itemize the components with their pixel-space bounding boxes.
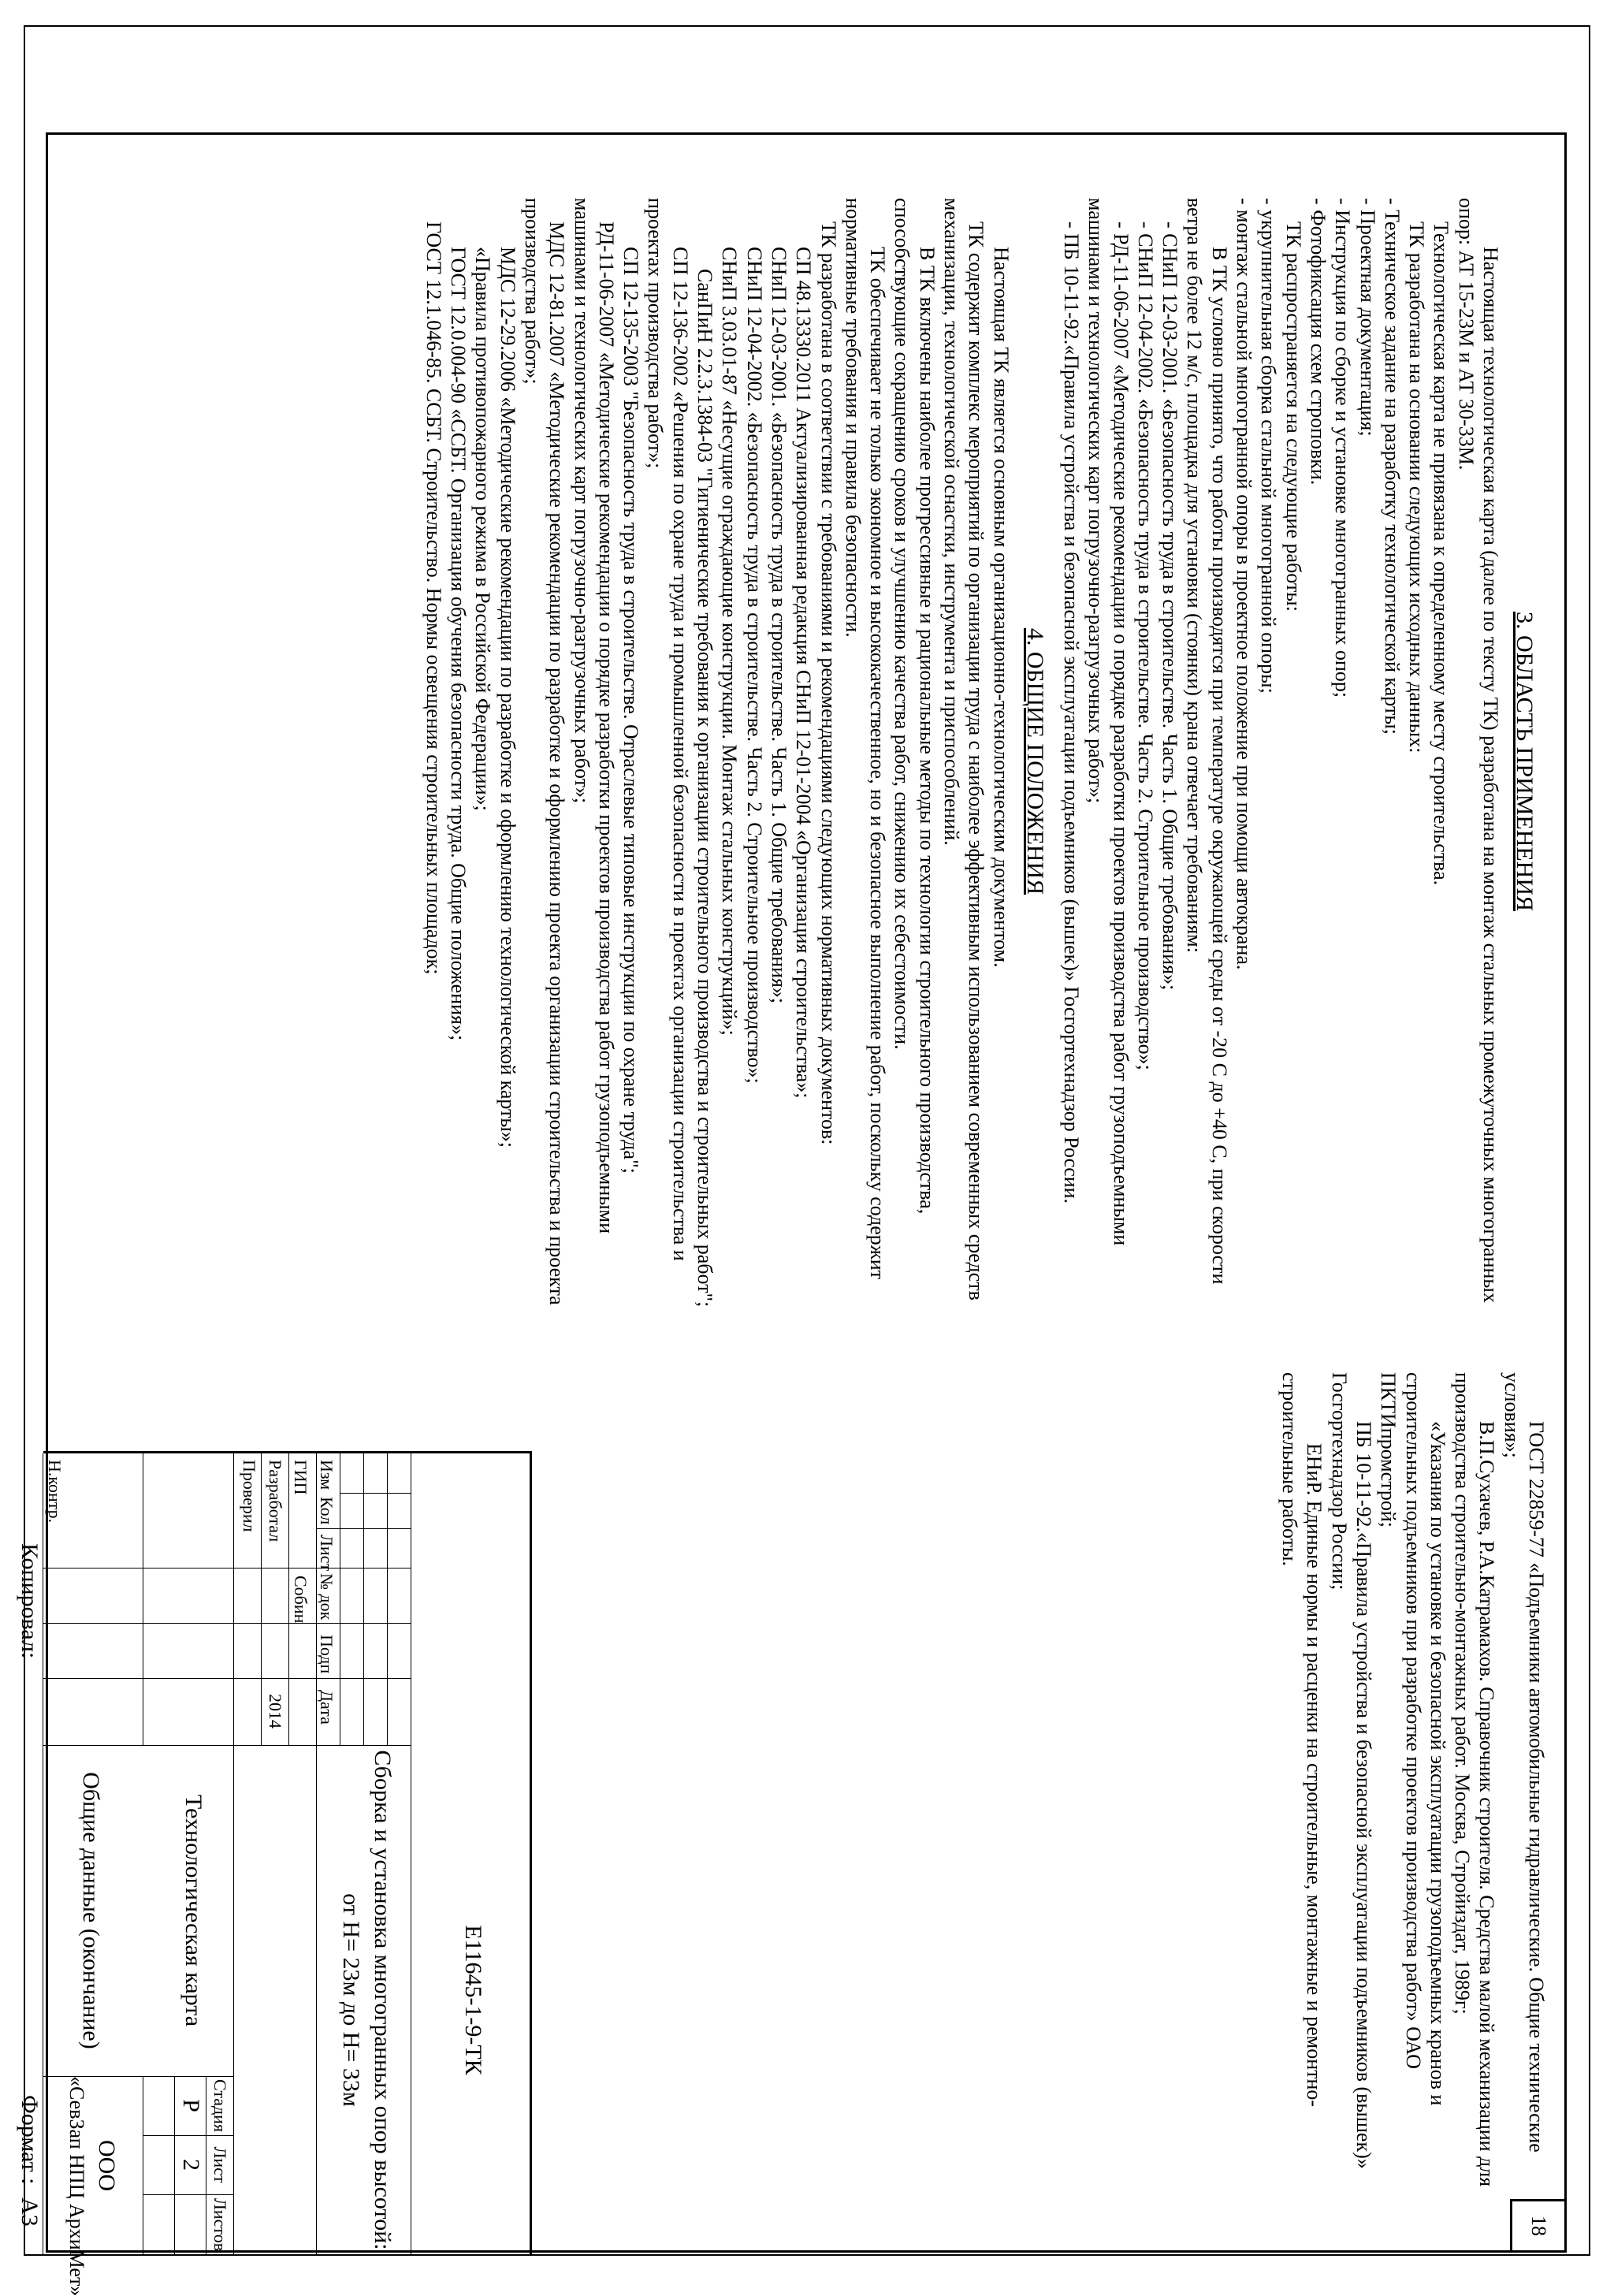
header-izm: Изм — [317, 1460, 337, 1490]
reference: ГОСТ 22859-77 «Подъемники автомобильные гидравлические. Общие технические условия»; — [1500, 1372, 1548, 2153]
list-item: - Инструкция по сборке и установке многогранных опор; — [1331, 198, 1355, 698]
reference: В.П.Сухачев, Р.А.Катрамахов. Справочник строителя. Средства малой механизации для производства строительно-монтажных работ. Москва, Стройиздат, 1989г; — [1451, 1372, 1499, 2187]
org-line1: ООО — [94, 2140, 120, 2191]
list-item: - Проектная документация; — [1356, 198, 1379, 437]
reference: СНиП 12-03-2001. «Безопасность труда в строительстве. Часть 1. Общие требования»; — [767, 247, 790, 1004]
header-kol: Кол — [317, 1497, 337, 1525]
left-column — [422, 198, 1549, 1325]
list-item: - монтаж стальной многогранной опоры в проектное положение при помощи автокрана. — [1233, 198, 1256, 970]
reference: «Указания по установке и безопасной эксплуатации грузоподъемных кранов и строительных подъемников при разработке проектов производства работ» ОАО ПКТИпромстрой; — [1377, 1372, 1449, 2106]
reference: МДС 12-29.2006 «Методические рекомендации по разработке и оформлению технологической карты»; — [496, 247, 519, 1148]
stage-label: Стадия — [210, 2078, 230, 2133]
footer — [11, 132, 43, 2253]
reference: МДС 12-81.2007 «Методические рекомендации по разработке и оформлению проекта организации строительства и проекта производства работ»; — [521, 198, 569, 1305]
project-title-line2: от Н= 23м до Н= 33м — [338, 1893, 364, 2107]
sheet-number-text: 18 — [1527, 2216, 1550, 2236]
format-label: Формат : — [17, 2095, 43, 2185]
paragraph: Настоящая технологическая карта (далее по тексту ТК) разработана на монтаж стальных промежуточных многогранных опор: АТ 15-23М и АТ 30-33М. — [1454, 198, 1502, 1303]
document-type: Технологическая карта — [180, 1794, 206, 2027]
paragraph: Технологическая карта не привязана к определенному месту строительства. — [1430, 221, 1453, 886]
list-item: - СНиП 12-04-2002. «Безопасность труда в строительстве. Часть 2. Строительное производство»; — [1133, 221, 1157, 1070]
reference: СП 12-135-2003 "Безопасность труда в строительстве. Отраслевые типовые инструкции по охране труда"; — [619, 247, 643, 1174]
list-item: - РД-11-06-2007 «Методические рекомендации о порядке разработки проектов производства работ грузоподъемными машинами и технологических карт погрузочно-разгрузочных работ»; — [1084, 198, 1132, 1246]
header-doc: № док — [317, 1573, 337, 1621]
stamp-date: 2014 — [266, 1694, 285, 1729]
org-line2: «СевЗап НПЦ АрхиМет» — [65, 2076, 88, 2296]
reference: ПБ 10-11-92.«Правила устройства и безопасной эксплуатации подъемников (вышек)» Госгортехнадзор России; — [1327, 1372, 1375, 2169]
gip-name: Собин — [291, 1576, 311, 1624]
reference: ГОСТ 12.1.046-85. ССБТ. Строительство. Нормы освещения строительных площадок; — [422, 221, 445, 975]
list-item: - укрупнительная сборка стальной многогранной опоры; — [1257, 198, 1281, 694]
reference: СНиП 12-04-2002. «Безопасность труда в строительстве. Часть 2. Строительное производство»; — [742, 247, 766, 1084]
reference: «Правила противопожарного режима в Российской Федерации»; — [471, 247, 495, 811]
paragraph: ТК распространяется на следующие работы: — [1281, 221, 1305, 612]
paragraph: ТК разработана в соответствии с требованиями и рекомендациями следующих нормативных документов: — [816, 221, 840, 1145]
role-gip: ГИП — [291, 1460, 311, 1495]
reference: СанПиН 2.2.3.1384-03 "Гигиенические требования к организации строительного производства и строительных работ"; — [694, 269, 717, 1308]
header-sign: Подп — [317, 1635, 337, 1674]
sheets-label: Листов — [210, 2197, 230, 2252]
title-block — [43, 1451, 532, 2296]
paragraph: В ТК включены наиболее прогрессивные и рациональные методы по технологии строительного производства, способствующие сокращению сроков и улучшению качества работ, снижению их себестоимости. — [891, 198, 939, 1215]
right-column — [1277, 1372, 1549, 2200]
header-date: Дата — [317, 1690, 337, 1725]
paragraph: Настоящая ТК является основным организационно-технологическим документом. — [989, 247, 1013, 968]
paragraph: ТК содержит комплекс мероприятий по организации труда с наиболее эффективным использованием современных средств механизации, технологической оснастки, инструмента и приспособлений. — [940, 198, 988, 1301]
section-4-title: 4. ОБЩИЕ ПОЛОЖЕНИЯ — [1021, 627, 1048, 895]
paragraph: ТК разработана на основании следующих исходных данных: — [1405, 221, 1429, 754]
paragraph: В ТК условно принято, что работы производятся при температуре окружающей среды от -20 С до +40 С, при скорости ветра не более 12 м/с, площадка для установки (стоянки) крана отвечает требованиям: — [1183, 198, 1231, 1285]
copied-label: Копировал: — [17, 1543, 43, 1659]
sheet-title: Общие данные (окончание) — [78, 1772, 104, 2049]
project-title-line1: Сборка и установка многогранных опор высотой: — [370, 1750, 396, 2250]
reference: СНиП 3.03.01-87 «Несущие ограждающие конструкции. Монтаж стальных конструкций»; — [718, 247, 742, 1036]
rotated-page — [17, 132, 1567, 2296]
reference: СП 12-136-2002 «Решения по охране труда и промышленной безопасности в проектах организации строительства и проектах производства работ»; — [644, 198, 692, 1261]
reference: РД-11-06-2007 «Методические рекомендации о порядке разработки проектов производства работ грузоподъемными машинами и технологических карт погрузочно-разгрузочных работ»; — [570, 198, 618, 1234]
document-code: Е11645-1-9-ТК — [460, 1925, 486, 2075]
paragraph: ТК обеспечивает не только экономное и высококачественное, но и безопасное выполнение работ, поскольку содержит нормативные требования и правила безопасности. — [841, 198, 890, 1280]
header-list: Лист — [317, 1535, 337, 1572]
sheet-number — [1510, 2199, 1567, 2253]
list-item: - Фотофиксация схем строповки. — [1306, 198, 1330, 486]
stage-value: Р — [178, 2099, 204, 2112]
reference: ЕНиР. Единые нормы и расценки на строительные, монтажные и ремонтно-строительные работы. — [1278, 1372, 1326, 2108]
format-value: А3 — [17, 2197, 43, 2227]
section-3-title: 3. ОБЛАСТЬ ПРИМЕНЕНИЯ — [1512, 611, 1538, 912]
list-item: - СНиП 12-03-2001. «Безопасность труда в строительстве. Часть 1. Общие требования»; — [1158, 221, 1182, 991]
reference: ГОСТ 12.0.004-90 «ССБТ. Организация обучения безопасности труда. Общие положения»; — [447, 247, 470, 1041]
role-norm-control: Н.контр. — [45, 1460, 65, 1524]
sheet-value: 2 — [178, 2159, 204, 2171]
list-item: - ПБ 10-11-92.«Правила устройства и безопасной эксплуатации подъемников (вышек)» Госгортехнадзор России. — [1059, 221, 1083, 1204]
reference: СП 48.13330.2011 Актуализированная редакция СНиП 12-01-2004 «Организация строительства»; — [792, 247, 816, 1099]
role-developed: Разработал — [266, 1460, 285, 1542]
list-item: - Техническое задание на разработку технологической карты; — [1380, 198, 1404, 735]
role-checked: Проверил — [240, 1460, 259, 1532]
drawing-frame — [45, 132, 1567, 2296]
sheet-label: Лист — [210, 2146, 230, 2183]
